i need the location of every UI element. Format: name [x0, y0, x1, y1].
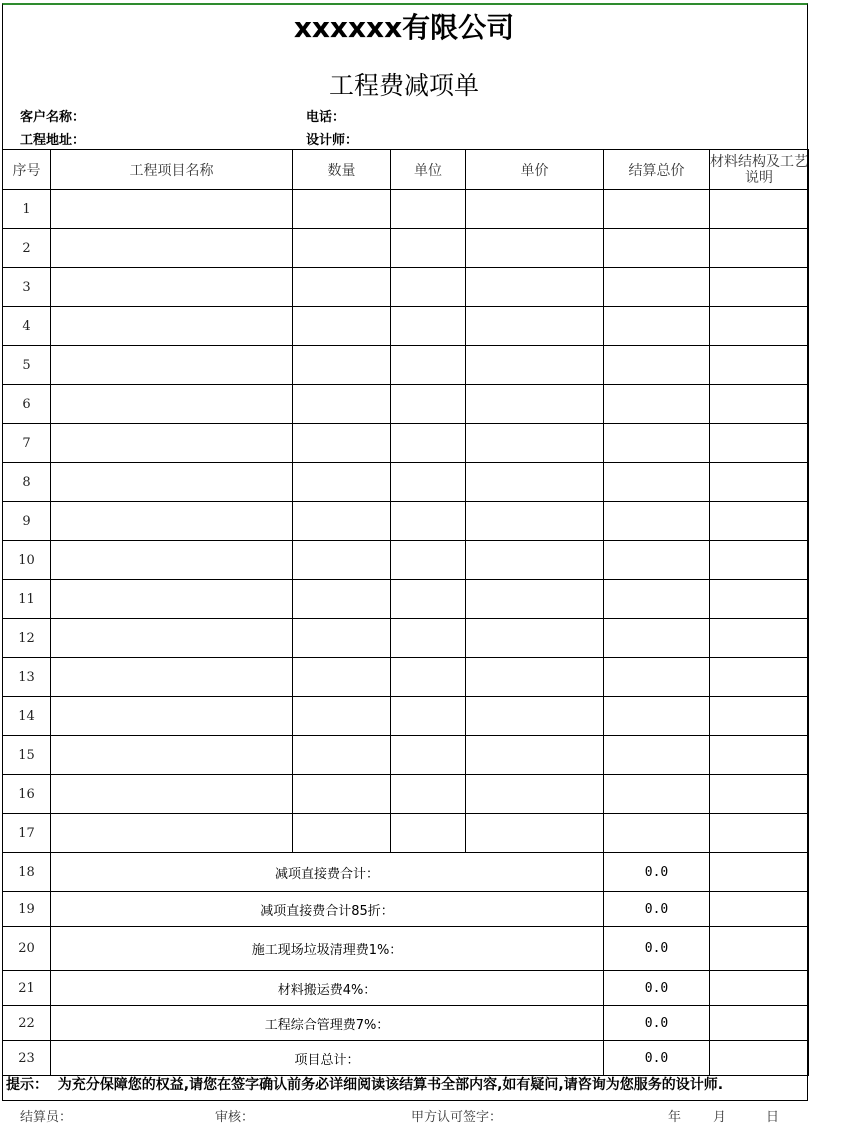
unit-price-cell[interactable] — [466, 424, 604, 463]
row-no: 12 — [3, 619, 51, 658]
phone-label: 电话： — [306, 110, 346, 125]
total-price-cell[interactable] — [604, 775, 710, 814]
unit-cell[interactable] — [391, 229, 466, 268]
quantity-cell[interactable] — [293, 307, 391, 346]
total-price-cell[interactable] — [604, 814, 710, 853]
designer-label: 设计师： — [306, 133, 359, 148]
unit-cell[interactable] — [391, 814, 466, 853]
table-row — [3, 775, 809, 814]
unit-cell[interactable] — [391, 502, 466, 541]
row-no: 14 — [3, 697, 51, 736]
material-notes-cell[interactable] — [710, 385, 809, 424]
material-notes-cell[interactable] — [710, 619, 809, 658]
row-no: 11 — [3, 580, 51, 619]
unit-cell[interactable] — [391, 736, 466, 775]
unit-cell[interactable] — [391, 697, 466, 736]
total-price-cell[interactable] — [604, 307, 710, 346]
item-name-cell[interactable] — [51, 814, 293, 853]
quantity-cell[interactable] — [293, 268, 391, 307]
unit-cell[interactable] — [391, 346, 466, 385]
row-no: 2 — [3, 229, 51, 268]
client-signature-label: 甲方认可签字： — [411, 1110, 503, 1125]
table-row — [3, 463, 809, 502]
row-no: 17 — [3, 814, 51, 853]
table-row — [3, 658, 809, 697]
col-header-item-name: 工程项目名称 — [51, 150, 293, 190]
project-address-label: 工程地址： — [20, 133, 86, 148]
unit-price-cell[interactable] — [466, 502, 604, 541]
material-notes-cell[interactable] — [710, 307, 809, 346]
row-no: 15 — [3, 736, 51, 775]
unit-price-cell[interactable] — [466, 736, 604, 775]
row-no: 16 — [3, 775, 51, 814]
notice-text: 为充分保障您的权益,请您在签字确认前务必详细阅读该结算书全部内容,如有疑问,请咨询为您服务的设计师. — [57, 1077, 724, 1093]
unit-price-cell[interactable] — [466, 580, 604, 619]
total-price-cell[interactable] — [604, 619, 710, 658]
summary-value: 0.0 — [604, 1006, 710, 1041]
unit-price-cell[interactable] — [466, 385, 604, 424]
quantity-cell[interactable] — [293, 697, 391, 736]
summary-notes-cell[interactable] — [710, 1006, 809, 1041]
row-no: 3 — [3, 268, 51, 307]
summary-label: 施工现场垃圾清理费1%： — [51, 927, 604, 971]
item-name-cell[interactable] — [51, 463, 293, 502]
material-notes-cell[interactable] — [710, 424, 809, 463]
quantity-cell[interactable] — [293, 580, 391, 619]
material-notes-cell[interactable] — [710, 541, 809, 580]
total-price-cell[interactable] — [604, 658, 710, 697]
row-no: 21 — [3, 971, 51, 1006]
date-day-label: 日 — [766, 1110, 780, 1125]
summary-value: 0.0 — [604, 927, 710, 971]
table-row — [3, 619, 809, 658]
summary-row — [3, 1006, 809, 1041]
table-row — [3, 346, 809, 385]
item-name-cell[interactable] — [51, 190, 293, 229]
unit-cell[interactable] — [391, 463, 466, 502]
summary-row — [3, 927, 809, 971]
unit-cell[interactable] — [391, 619, 466, 658]
item-name-cell[interactable] — [51, 307, 293, 346]
quantity-cell[interactable] — [293, 814, 391, 853]
summary-value: 0.0 — [604, 971, 710, 1006]
unit-price-cell[interactable] — [466, 619, 604, 658]
table-row — [3, 697, 809, 736]
unit-price-cell[interactable] — [466, 463, 604, 502]
summary-notes-cell[interactable] — [710, 927, 809, 971]
row-no: 4 — [3, 307, 51, 346]
row-no: 18 — [3, 853, 51, 892]
notice — [6, 1074, 723, 1094]
total-price-cell[interactable] — [604, 541, 710, 580]
unit-price-cell[interactable] — [466, 697, 604, 736]
quantity-cell[interactable] — [293, 541, 391, 580]
row-no: 19 — [3, 892, 51, 927]
summary-label: 减项直接费合计85折： — [51, 892, 604, 927]
material-notes-cell[interactable] — [710, 580, 809, 619]
table-row — [3, 502, 809, 541]
item-name-cell[interactable] — [51, 580, 293, 619]
summary-notes-cell[interactable] — [710, 892, 809, 927]
row-no: 5 — [3, 346, 51, 385]
deduction-table — [2, 149, 809, 1076]
unit-price-cell[interactable] — [466, 268, 604, 307]
col-header-total-price: 结算总价 — [604, 150, 710, 190]
total-price-cell[interactable] — [604, 736, 710, 775]
material-notes-cell[interactable] — [710, 190, 809, 229]
item-name-cell[interactable] — [51, 229, 293, 268]
summary-notes-cell[interactable] — [710, 971, 809, 1006]
unit-cell[interactable] — [391, 658, 466, 697]
notice-label: 提示： — [6, 1077, 48, 1093]
col-header-no: 序号 — [3, 150, 51, 190]
unit-cell[interactable] — [391, 268, 466, 307]
summary-notes-cell[interactable] — [710, 1041, 809, 1076]
summary-label: 项目总计： — [51, 1041, 604, 1076]
material-notes-cell[interactable] — [710, 268, 809, 307]
table-row — [3, 229, 809, 268]
settler-label: 结算员： — [20, 1110, 73, 1125]
form-title: 工程费减项单 — [328, 71, 479, 100]
total-price-cell[interactable] — [604, 697, 710, 736]
row-no: 6 — [3, 385, 51, 424]
table-row — [3, 580, 809, 619]
summary-label: 工程综合管理费7%： — [51, 1006, 604, 1041]
table-row — [3, 190, 809, 229]
total-price-cell[interactable] — [604, 502, 710, 541]
unit-cell[interactable] — [391, 580, 466, 619]
col-header-quantity: 数量 — [293, 150, 391, 190]
customer-name-label: 客户名称： — [20, 110, 86, 125]
quantity-cell[interactable] — [293, 229, 391, 268]
summary-row — [3, 892, 809, 927]
row-no: 22 — [3, 1006, 51, 1041]
quantity-cell[interactable] — [293, 775, 391, 814]
material-notes-cell[interactable] — [710, 346, 809, 385]
row-no: 9 — [3, 502, 51, 541]
summary-notes-cell[interactable] — [710, 853, 809, 892]
unit-price-cell[interactable] — [466, 229, 604, 268]
material-notes-cell[interactable] — [710, 502, 809, 541]
unit-price-cell[interactable] — [466, 541, 604, 580]
summary-value: 0.0 — [604, 1041, 710, 1076]
table-row — [3, 736, 809, 775]
material-notes-cell[interactable] — [710, 697, 809, 736]
table-row — [3, 385, 809, 424]
item-name-cell[interactable] — [51, 541, 293, 580]
item-name-cell[interactable] — [51, 346, 293, 385]
unit-price-cell[interactable] — [466, 658, 604, 697]
unit-cell[interactable] — [391, 775, 466, 814]
quantity-cell[interactable] — [293, 502, 391, 541]
summary-label: 材料搬运费4%： — [51, 971, 604, 1006]
item-name-cell[interactable] — [51, 736, 293, 775]
row-no: 7 — [3, 424, 51, 463]
summary-label: 减项直接费合计： — [51, 853, 604, 892]
unit-cell[interactable] — [391, 541, 466, 580]
item-name-cell[interactable] — [51, 775, 293, 814]
item-name-cell[interactable] — [51, 424, 293, 463]
summary-row — [3, 853, 809, 892]
quantity-cell[interactable] — [293, 190, 391, 229]
material-notes-cell[interactable] — [710, 775, 809, 814]
quantity-cell[interactable] — [293, 385, 391, 424]
summary-value: 0.0 — [604, 853, 710, 892]
col-header-unit: 单位 — [391, 150, 466, 190]
quantity-cell[interactable] — [293, 658, 391, 697]
item-name-cell[interactable] — [51, 385, 293, 424]
item-name-cell[interactable] — [51, 268, 293, 307]
table-header-row — [3, 150, 809, 190]
col-header-material-notes: 材料结构及工艺说明 — [710, 150, 809, 190]
quantity-cell[interactable] — [293, 736, 391, 775]
quantity-cell[interactable] — [293, 463, 391, 502]
item-name-cell[interactable] — [51, 502, 293, 541]
summary-row — [3, 971, 809, 1006]
unit-price-cell[interactable] — [466, 346, 604, 385]
item-name-cell[interactable] — [51, 619, 293, 658]
table-row — [3, 541, 809, 580]
reviewer-label: 审核： — [215, 1110, 255, 1125]
table-row — [3, 307, 809, 346]
company-name: xxxxxx有限公司 — [293, 11, 515, 44]
row-no: 23 — [3, 1041, 51, 1076]
row-no: 20 — [3, 927, 51, 971]
row-no: 8 — [3, 463, 51, 502]
summary-row — [3, 1041, 809, 1076]
summary-value: 0.0 — [604, 892, 710, 927]
unit-price-cell[interactable] — [466, 307, 604, 346]
material-notes-cell[interactable] — [710, 736, 809, 775]
material-notes-cell[interactable] — [710, 463, 809, 502]
unit-cell[interactable] — [391, 307, 466, 346]
total-price-cell[interactable] — [604, 385, 710, 424]
unit-price-cell[interactable] — [466, 190, 604, 229]
material-notes-cell[interactable] — [710, 658, 809, 697]
item-name-cell[interactable] — [51, 697, 293, 736]
row-no: 1 — [3, 190, 51, 229]
total-price-cell[interactable] — [604, 190, 710, 229]
table-row — [3, 424, 809, 463]
total-price-cell[interactable] — [604, 268, 710, 307]
row-no: 10 — [3, 541, 51, 580]
table-row — [3, 814, 809, 853]
total-price-cell[interactable] — [604, 580, 710, 619]
unit-cell[interactable] — [391, 190, 466, 229]
date-month-label: 月 — [713, 1110, 727, 1125]
total-price-cell[interactable] — [604, 229, 710, 268]
unit-cell[interactable] — [391, 385, 466, 424]
total-price-cell[interactable] — [604, 346, 710, 385]
total-price-cell[interactable] — [604, 424, 710, 463]
row-no: 13 — [3, 658, 51, 697]
material-notes-cell[interactable] — [710, 229, 809, 268]
unit-price-cell[interactable] — [466, 775, 604, 814]
date-year-label: 年 — [668, 1110, 682, 1125]
item-name-cell[interactable] — [51, 658, 293, 697]
col-header-unit-price: 单价 — [466, 150, 604, 190]
total-price-cell[interactable] — [604, 463, 710, 502]
table-row — [3, 268, 809, 307]
quantity-cell[interactable] — [293, 424, 391, 463]
material-notes-cell[interactable] — [710, 814, 809, 853]
unit-cell[interactable] — [391, 424, 466, 463]
quantity-cell[interactable] — [293, 619, 391, 658]
quantity-cell[interactable] — [293, 346, 391, 385]
unit-price-cell[interactable] — [466, 814, 604, 853]
